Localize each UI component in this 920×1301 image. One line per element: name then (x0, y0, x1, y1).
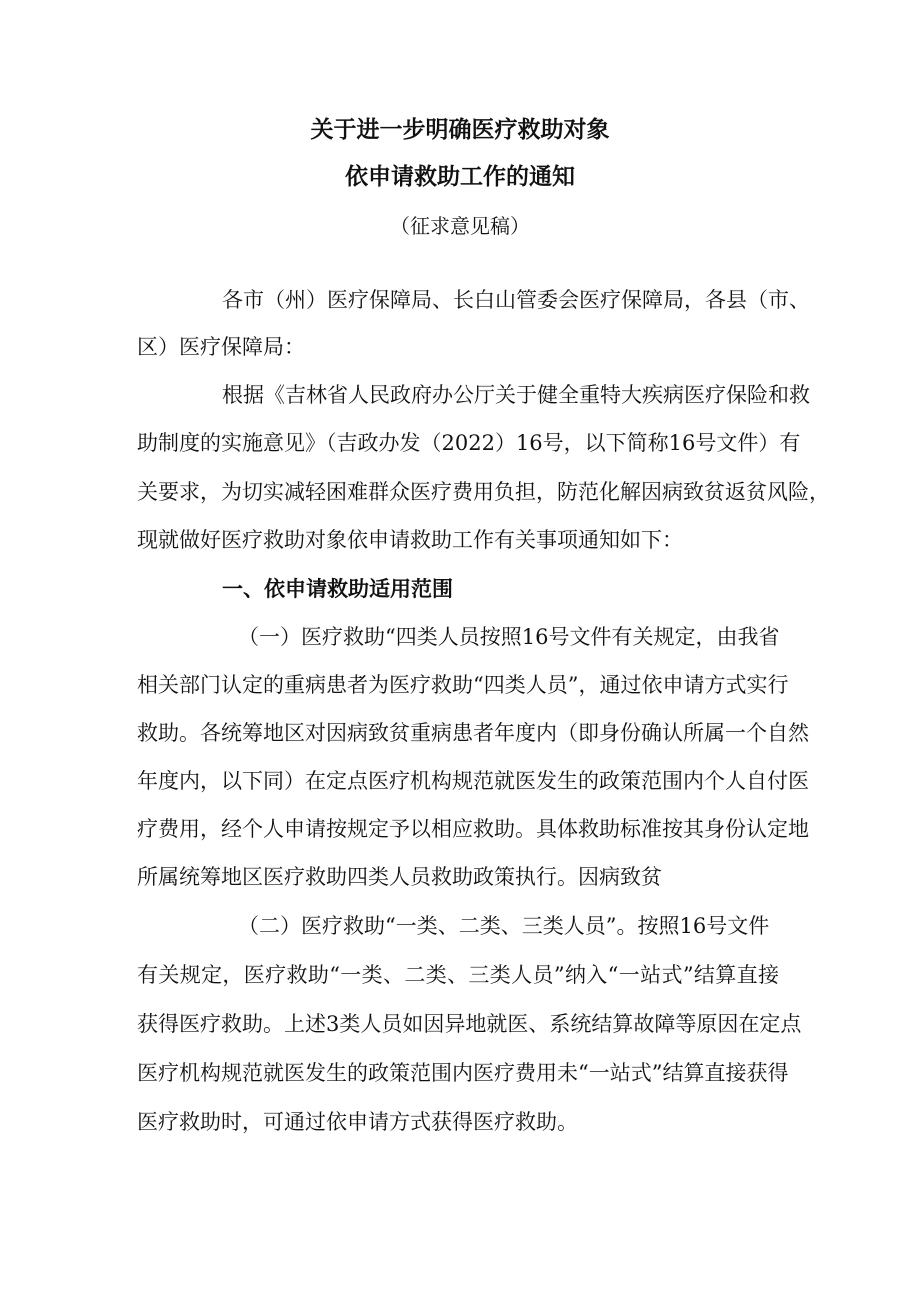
item1-paragraph-line: （一）医疗救助“四类人员按照16号文件有关规定，由我省 (238, 625, 780, 649)
item2-paragraph-line: 医疗机构规范就医发生的政策范围内医疗费用未“一站式”结算直接获得 (137, 1061, 789, 1085)
item2-paragraph-line: （二）医疗救助“一类、二类、三类人员”。按照16号文件 (238, 914, 770, 938)
item1-paragraph-line: 救助。各统筹地区对因病致贫重病患者年度内（即身份确认所属一个自然 (137, 721, 809, 745)
item1-paragraph-line: 疗费用，经个人申请按规定予以相应救助。具体救助标准按其身份认定地 (137, 817, 809, 841)
document-title-line2: 依申请救助工作的通知 (345, 164, 575, 190)
item2-paragraph-line: 有关规定，医疗救助“一类、二类、三类人员”纳入“一站式”结算直接 (137, 963, 779, 987)
intro-paragraph-line: 助制度的实施意见》（吉政办发（2022）16号，以下简称16号文件）有 (137, 431, 801, 455)
intro-paragraph-line: 根据《吉林省人民政府办公厅关于健全重特大疾病医疗保险和救 (222, 383, 810, 407)
item1-paragraph-line: 相关部门认定的重病患者为医疗救助“四类人员”，通过依申请方式实行 (137, 673, 789, 697)
addressee-line: 区）医疗保障局： (137, 335, 305, 359)
item1-paragraph-line: 所属统筹地区医疗救助四类人员救助政策执行。因病致贫 (137, 865, 662, 889)
intro-paragraph-line: 关要求，为切实减轻困难群众医疗费用负担，防范化解因病致贫返贫风险， (137, 480, 830, 504)
section-heading: 一、依申请救助适用范围 (222, 577, 453, 601)
addressee-line: 各市（州）医疗保障局、长白山管委会医疗保障局，各县（市、 (222, 288, 810, 312)
item2-paragraph-line: 医疗救助时，可通过依申请方式获得医疗救助。 (137, 1110, 578, 1134)
draft-note: （征求意见稿） (390, 214, 530, 238)
item2-paragraph-line: 获得医疗救助。上述3类人员如因异地就医、系统结算故障等原因在定点 (137, 1012, 802, 1036)
item1-paragraph-line: 年度内，以下同）在定点医疗机构规范就医发生的政策范围内个人自付医 (137, 769, 809, 793)
document-title-line1: 关于进一步明确医疗救助对象 (310, 117, 610, 143)
intro-paragraph-line: 现就做好医疗救助对象依申请救助工作有关事项通知如下： (137, 528, 683, 552)
